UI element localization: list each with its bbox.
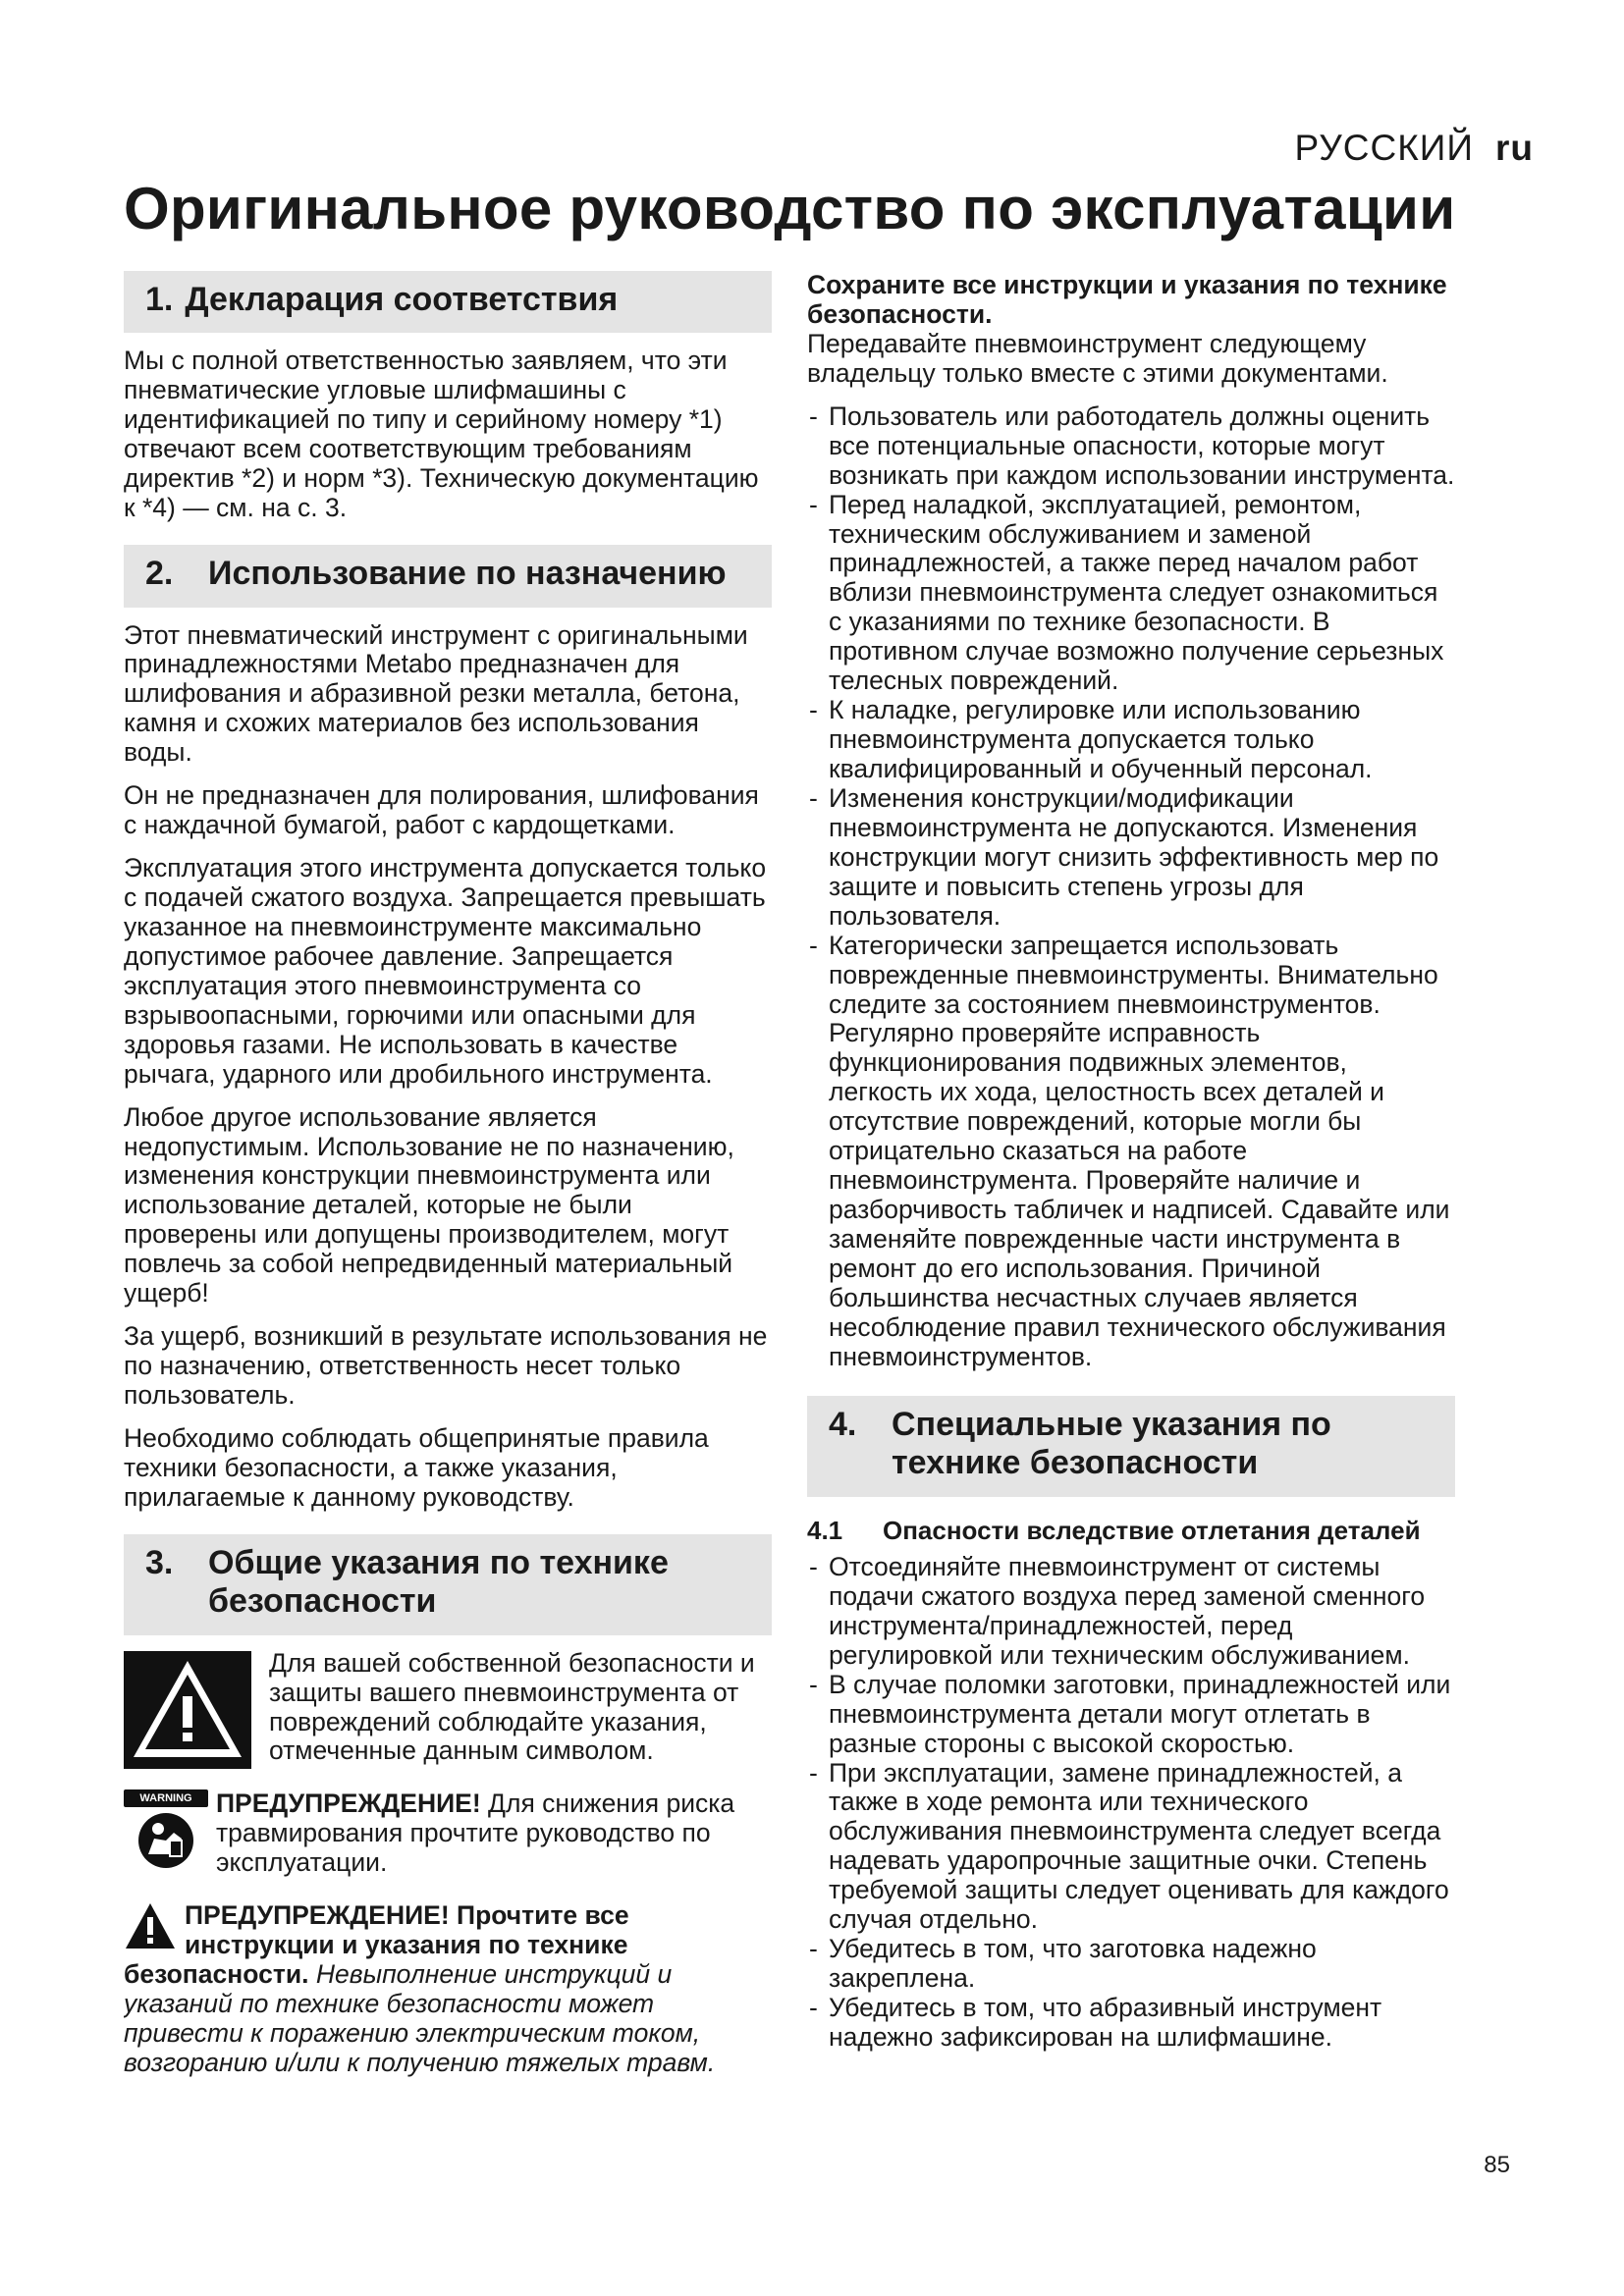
list-item: - Категорически запрещается использовать поврежденные пневмоинструменты. Внимательно следите за состоянием пневмоинструментов. Регулярно проверяйте исправность функционирования подвижных элементов, легкость их хода, целостность всех деталей и отсутствие повреждений, которые могли бы отрицательно сказаться на работе пневмоинструмента. Проверяйте наличие и разборчивость табличек и надписей. Сдавайте или заменяйте поврежденные части инструмента в ремонт до его использования. Причиной большинства несчастных случаев является несоблюдение правил технического обслуживания пневмоинструментов. [807,932,1455,1372]
warning-2-bold: ПРЕДУПРЕЖДЕНИЕ! Прочтите все инструкции и указания по технике безопасности. [124,1901,629,1990]
section-4-title: Специальные указания по технике безопасности [892,1405,1331,1482]
right-column [807,271,1455,2066]
section-2-number: 2. [145,555,174,593]
section-4-number: 4. [829,1405,857,1443]
section-4-heading [807,1396,1455,1497]
page-title: Оригинальное руководство по эксплуатации [124,176,1456,241]
section-1-heading [124,271,772,333]
language-label [1294,128,1534,169]
section-3-number: 3. [145,1543,174,1581]
keep-instructions-bold: Сохраните все инструкции и указания по технике безопасности. [807,270,1447,329]
warning-tag: WARNING [124,1789,208,1807]
section-3-title: Общие указания по технике безопасности [208,1543,669,1621]
list-item: - К наладке, регулировке или использованию пневмоинструмента допускается только квалифицированный и обученный персонал. [807,696,1455,784]
warning-1-bold: ПРЕДУПРЕЖДЕНИЕ! [216,1789,481,1819]
general-safety-list [807,402,1455,1372]
warning-small-triangle-icon [124,1901,177,1950]
warning-read-manual [124,1789,772,1892]
list-item: - В случае поломки заготовки, принадлежностей или пневмоинструмента детали могут отлетать в разные стороны с высокой скоростью. [807,1671,1455,1759]
subsection-4-1-title: Опасности вследствие отлетания деталей [883,1515,1421,1545]
section-2-heading [124,545,772,607]
language-name: РУССКИЙ [1294,128,1474,168]
safety-symbol-block [124,1649,772,1781]
keep-instructions-text: Передавайте пневмоинструмент следующему владельцу только вместе с этими документами. [807,328,1388,388]
list-item: - При эксплуатации, замене принадлежностей, а также в ходе ремонта или технического обслуживания пневмоинструмента следует всегда надевать ударопрочные защитные очки. Степень требуемой защиты следует оценивать для каждого случая отдельно. [807,1759,1455,1936]
section-2-paragraph: За ущерб, возникший в результате использования не по назначению, ответственность несет только пользователь. [124,1321,768,1410]
section-2-paragraph: Эксплуатация этого инструмента допускается только с подачей сжатого воздуха. Запрещается превышать указанное на пневмоинструменте максимально допустимое рабочее давление. Запрещается эксплуатация этого пневмоинструмента со взрывоопасными, горючими или опасными для здоровья газами. Не использовать в качестве рычага, ударного или дробильного инструмента. [124,853,767,1089]
list-item: - Убедитесь в том, что абразивный инструмент надежно зафиксирован на шлифмашине. [807,1994,1455,2053]
page-number: 85 [1484,2152,1510,2178]
flying-parts-list [807,1553,1455,2053]
read-manual-icon [124,1789,208,1870]
language-code: ru [1495,128,1534,168]
section-2-paragraph: Он не предназначен для полирования, шлифования с наждачной бумагой, работ с кардощетками. [124,780,759,840]
list-item: - Перед наладкой, эксплуатацией, ремонтом, техническим обслуживанием и заменой принадлежностей, а также перед началом работ вблизи пневмоинструмента следует ознакомиться с указаниями по технике безопасности. В противном случае возможно получение серьезных телесных повреждений. [807,491,1455,697]
warning-triangle-icon [124,1651,251,1769]
section-1-paragraph: Мы с полной ответственностью заявляем, что эти пневматические угловые шлифмашины с идентификацией по типу и серийному номеру *1) отвечают всем соответствующим требованиям директив *2) и норм *3). Техническую документацию к *4) — см. на с. 3. [124,346,759,523]
section-1-number: 1. [145,281,174,318]
left-column [124,271,772,2102]
list-item: - Убедитесь в том, что заготовка надежно закреплена. [807,1935,1455,1994]
subsection-4-1-heading [807,1517,1455,1545]
section-2-paragraph: Этот пневматический инструмент с оригинальными принадлежностями Metabo предназначен для шлифования и абразивной резки металла, бетона, камня и схожих материалов без использования воды. [124,619,748,768]
warning-2-text: Невыполнение инструкций и указаний по технике безопасности может привести к поражению электрическим током, возгоранию и/или к получению тяжелых травм. [124,1959,716,2077]
list-item: - Пользователь или работодатель должны оценить все потенциальные опасности, которые могут возникать при каждом использовании инструмента. [807,402,1455,491]
warning-read-instructions [124,1901,772,2092]
safety-symbol-text: Для вашей собственной безопасности и защиты вашего пневмоинструмента от повреждений соблюдайте указания, отмеченные данным символом. [269,1648,755,1766]
subsection-4-1-number: 4.1 [807,1515,843,1545]
list-item: - Отсоединяйте пневмоинструмент от системы подачи сжатого воздуха перед заменой сменного инструмента/принадлежностей, перед регулировкой или техническим обслуживанием. [807,1553,1455,1671]
section-3-heading [124,1534,772,1635]
warning-1-text: Для снижения риска травмирования прочтите руководство по эксплуатации. [216,1789,735,1878]
section-1-title: Декларация соответствия [185,281,619,318]
section-2-title: Использование по назначению [208,555,727,593]
list-item: - Изменения конструкции/модификации пневмоинструмента не допускаются. Изменения конструкции могут снизить эффективность мер по защите и повысить степень угрозы для пользователя. [807,784,1455,932]
section-2-paragraph: Любое другое использование является недопустимым. Использование не по назначению, изменения конструкции пневмоинструмента или использование деталей, которые не были проверены или допущены производителем, могут повлечь за собой непредвиденный материальный ущерб! [124,1101,734,1308]
section-2-paragraph: Необходимо соблюдать общепринятые правила техники безопасности, а также указания, прилагаемые к данному руководству. [124,1422,709,1512]
